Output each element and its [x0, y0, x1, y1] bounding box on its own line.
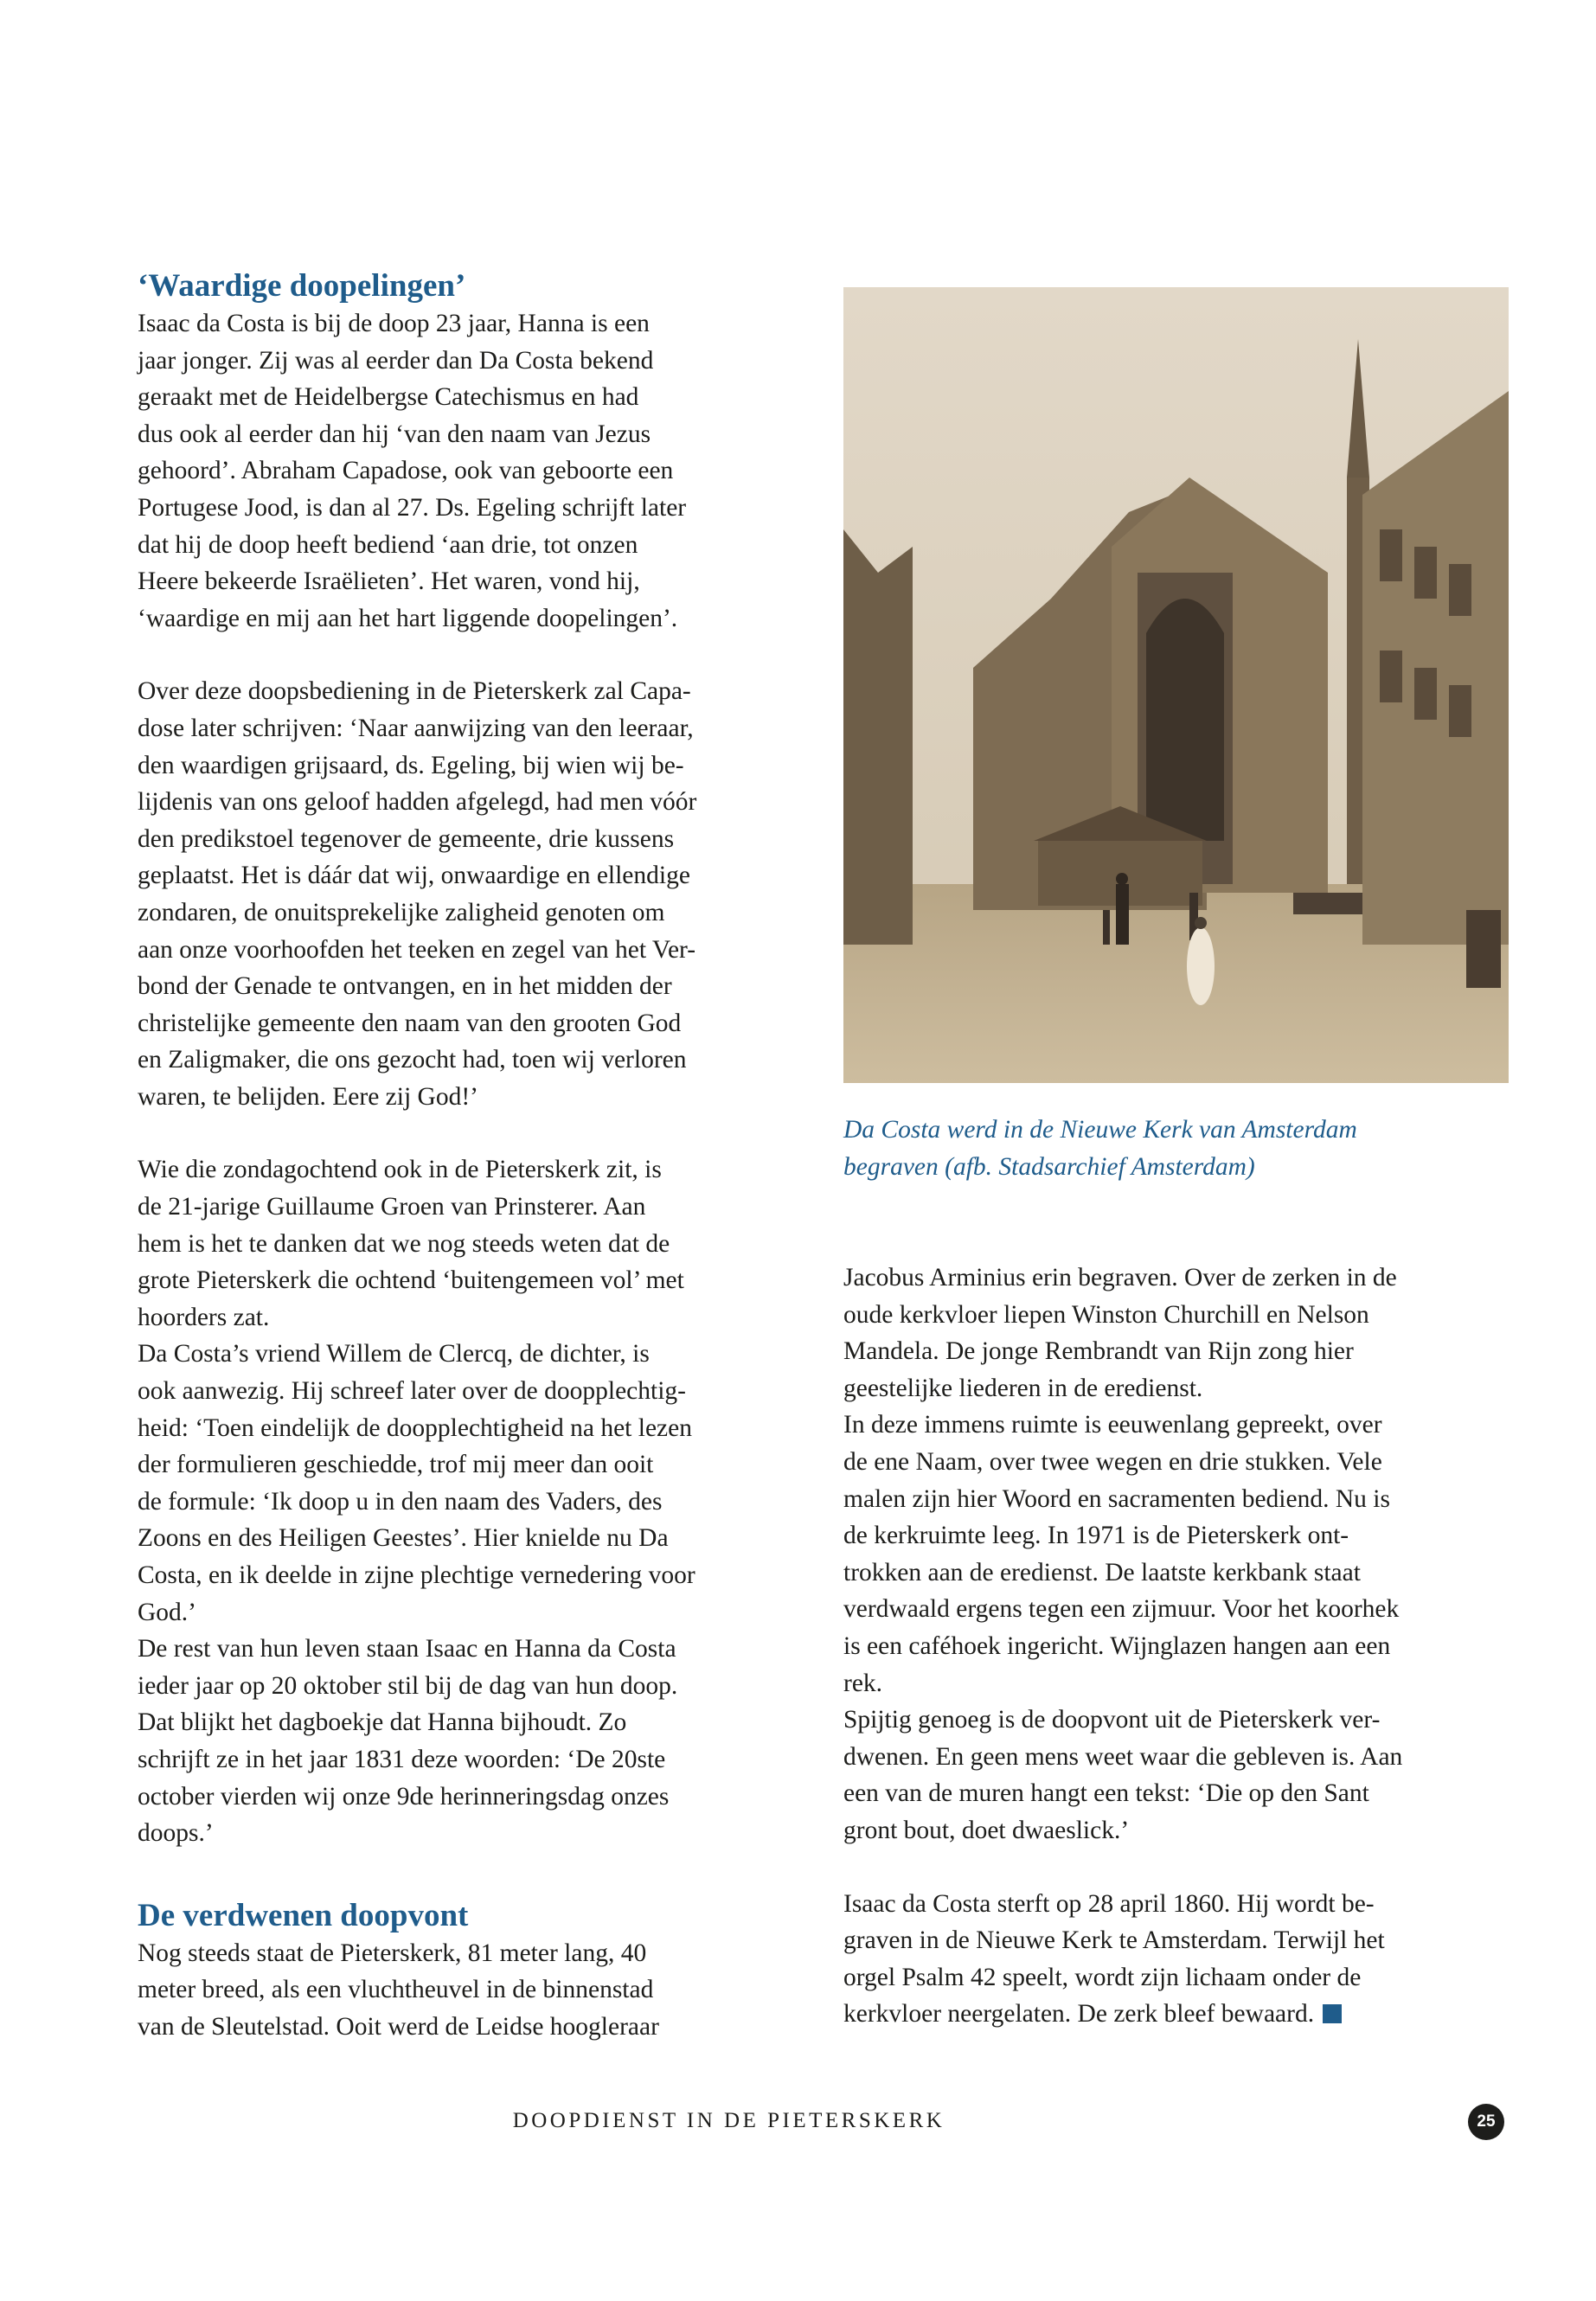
line: zondaren, de onuitsprekelijke zaligheid genoten om	[138, 898, 665, 926]
line: doops.’	[138, 1819, 214, 1848]
caption-line: Da Costa werd in de Nieuwe Kerk van Amsterdam	[843, 1116, 1357, 1144]
line: en Zaligmaker, die ons gezocht had, toen wij verloren	[138, 1046, 687, 1074]
line: kerkvloer neergelaten. De zerk bleef bewaard.	[843, 2000, 1315, 2029]
line: een van de muren hangt een tekst: ‘Die op den Sant	[843, 1779, 1369, 1808]
right-column	[843, 1259, 1518, 2033]
line: bond der Genade te ontvangen, en in het midden der	[138, 972, 672, 1001]
line: de 21-jarige Guillaume Groen van Prinsterer. Aan	[138, 1193, 646, 1221]
paragraph-10	[843, 1886, 1518, 2033]
church-photo-illustration	[843, 287, 1509, 1083]
paragraph-7	[843, 1259, 1518, 1407]
paragraph-4	[138, 1336, 804, 1631]
paragraph-3	[138, 1151, 804, 1336]
line: de formule: ‘Ik doop u in den naam des Vaders, des	[138, 1487, 663, 1516]
line: Isaac da Costa sterft op 28 april 1860. Hij wordt be-	[843, 1889, 1375, 1918]
caption-line: begraven (afb. Stadsarchief Amsterdam)	[843, 1153, 1255, 1181]
paragraph-9	[843, 1702, 1518, 1849]
line: orgel Psalm 42 speelt, wordt zijn lichaam onder de	[843, 1963, 1362, 1991]
line: ieder jaar op 20 oktober stil bij de dag van hun doop.	[138, 1671, 678, 1700]
paragraph-6	[138, 1935, 804, 2046]
line: gehoord’. Abraham Capadose, ook van geboorte een	[138, 457, 674, 485]
line: aan onze voorhoofden het teeken en zegel van het Ver-	[138, 935, 696, 964]
line: De rest van hun leven staan Isaac en Hanna da Costa	[138, 1635, 676, 1663]
page-number-badge: 25	[1468, 2104, 1504, 2140]
section-heading-verdwenen-doopvont: De verdwenen doopvont	[138, 1897, 469, 1933]
line: Heere bekeerde Israëlieten’. Het waren, vond hij,	[138, 567, 640, 596]
paragraph-1	[138, 305, 804, 637]
line: gront bout, doet dwaeslick.’	[843, 1816, 1130, 1844]
line: God.’	[138, 1598, 197, 1626]
line: waren, te belijden. Eere zij God!’	[138, 1082, 478, 1111]
line: heid: ‘Toen eindelijk de doopplechtigheid na het lezen	[138, 1413, 692, 1442]
line: Isaac da Costa is bij de doop 23 jaar, Hanna is een	[138, 310, 650, 337]
line: rek.	[843, 1669, 883, 1697]
line: jaar jonger. Zij was al eerder dan Da Costa bekend	[138, 346, 654, 375]
line: dus ook al eerder dan hij ‘van den naam van Jezus	[138, 420, 651, 448]
line: geestelijke liederen in de eredienst.	[843, 1374, 1203, 1402]
line: Wie die zondagochtend ook in de Pieterskerk zit, is	[138, 1156, 662, 1184]
line: Nog steeds staat de Pieterskerk, 81 meter lang, 40	[138, 1939, 647, 1967]
line: Mandela. De jonge Rembrandt van Rijn zong hier	[843, 1337, 1354, 1366]
line: dwenen. En geen mens weet waar die gebleven is. Aan	[843, 1742, 1403, 1771]
line: den predikstoel tegenover de gemeente, drie kussens	[138, 824, 675, 853]
line: Da Costa’s vriend Willem de Clercq, de dichter, is	[138, 1340, 650, 1368]
line: Jacobus Arminius erin begraven. Over de zerken in de	[843, 1264, 1397, 1292]
line: Dat blijkt het dagboekje dat Hanna bijhoudt. Zo	[138, 1708, 627, 1737]
church-photo	[843, 287, 1509, 1083]
line: van de Sleutelstad. Ooit werd de Leidse hoogleraar	[138, 2012, 659, 2041]
left-column	[138, 305, 804, 2046]
line: oude kerkvloer liepen Winston Churchill en Nelson	[843, 1300, 1369, 1329]
line: is een caféhoek ingericht. Wijnglazen hangen aan een	[843, 1631, 1391, 1660]
line: de ene Naam, over twee wegen en drie stukken. Vele	[843, 1447, 1382, 1476]
line: malen zijn hier Woord en sacramenten bediend. Nu is	[843, 1484, 1390, 1513]
line: lijdenis van ons geloof hadden afgelegd, had men vóór	[138, 788, 697, 817]
end-of-article-square-icon	[1323, 2004, 1342, 2023]
running-footer-title: DOOPDIENST IN DE PIETERSKERK	[512, 2109, 945, 2132]
paragraph-5	[138, 1631, 804, 1852]
line: In deze immens ruimte is eeuwenlang gepreekt, over	[843, 1411, 1382, 1439]
line: geraakt met de Heidelbergse Catechismus en had	[138, 383, 639, 412]
paragraph-8	[843, 1407, 1518, 1702]
line: geplaatst. Het is dáár dat wij, onwaardige en ellendige	[138, 862, 690, 890]
line: Costa, en ik deelde in zijne plechtige vernedering voor	[138, 1561, 695, 1589]
line: de kerkruimte leeg. In 1971 is de Pieterskerk ont-	[843, 1522, 1349, 1550]
line: trokken aan de eredienst. De laatste kerkbank staat	[843, 1558, 1361, 1586]
section-heading-waardige-doopelingen: ‘Waardige doopelingen’	[138, 268, 466, 304]
line: october vierden wij onze 9de herinneringsdag onzes	[138, 1782, 670, 1811]
line: Zoons en des Heiligen Geestes’. Hier knielde nu Da	[138, 1524, 669, 1553]
line: ook aanwezig. Hij schreef later over de doopplechtig-	[138, 1377, 686, 1406]
line: Spijtig genoeg is de doopvont uit de Pieterskerk ver-	[843, 1706, 1381, 1734]
line: grote Pieterskerk die ochtend ‘buitengemeen vol’ met	[138, 1266, 684, 1295]
photo-caption	[843, 1112, 1518, 1186]
line: hoorders zat.	[138, 1303, 270, 1331]
line: graven in de Nieuwe Kerk te Amsterdam. Terwijl het	[843, 1926, 1385, 1955]
line: ‘waardige en mij aan het hart liggende doopelingen’.	[138, 604, 678, 632]
line: meter breed, als een vluchtheuvel in de binnenstad	[138, 1976, 654, 2004]
line: dat hij de doop heeft bediend ‘aan drie, tot onzen	[138, 530, 638, 559]
line: schrijft ze in het jaar 1831 deze woorden: ‘De 20ste	[138, 1745, 666, 1773]
line: christelijke gemeente den naam van den grooten God	[138, 1009, 682, 1037]
line: den waardigen grijsaard, ds. Egeling, bij wien wij be-	[138, 751, 684, 779]
line: dose later schrijven: ‘Naar aanwijzing van den leeraar,	[138, 714, 694, 742]
paragraph-2	[138, 673, 804, 1115]
line: Portugese Jood, is dan al 27. Ds. Egeling schrijft later	[138, 493, 687, 522]
line: hem is het te danken dat we nog steeds weten dat de	[138, 1229, 670, 1258]
line: verdwaald ergens tegen een zijmuur. Voor het koorhek	[843, 1595, 1400, 1624]
line: Over deze doopsbediening in de Pieterskerk zal Capa-	[138, 677, 691, 706]
line: der formulieren geschiedde, trof mij meer dan ooit	[138, 1451, 654, 1479]
